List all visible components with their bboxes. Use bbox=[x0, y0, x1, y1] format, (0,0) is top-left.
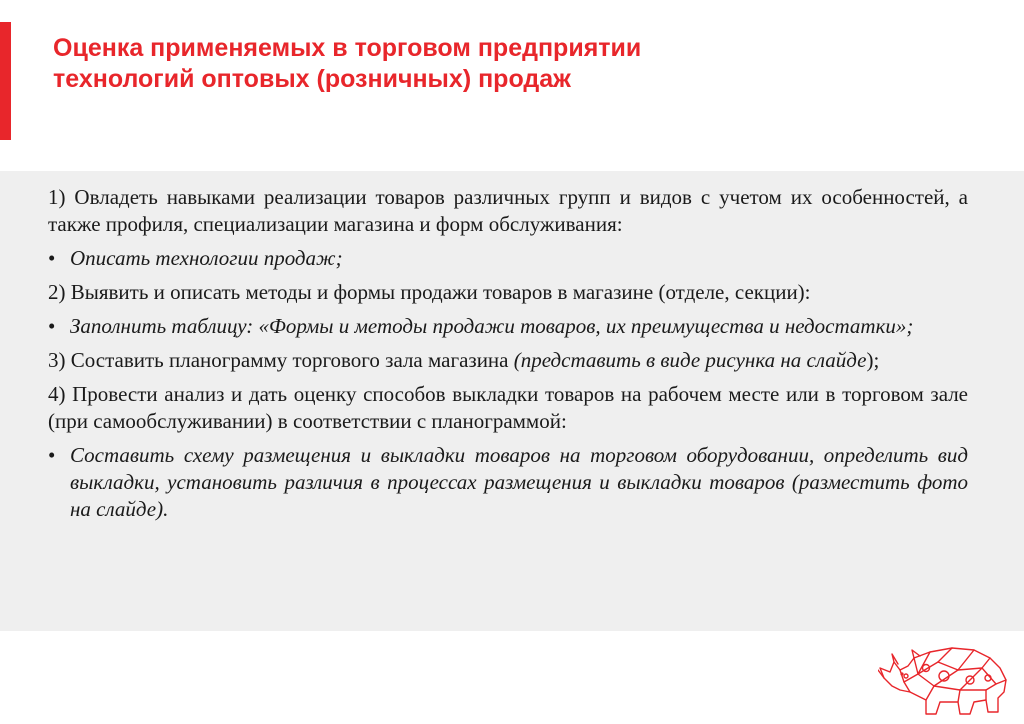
task-3-text: 3) Составить планограмму торгового зала магазина bbox=[48, 348, 514, 372]
page-title bbox=[53, 33, 953, 95]
accent-bar bbox=[0, 22, 11, 140]
task-4: 4) Провести анализ и дать оценку способов выкладки товаров на рабочем месте или в торговом зале (при самообслуживании) в соответствии с планограммой: bbox=[48, 382, 968, 433]
task-3 bbox=[48, 347, 968, 374]
task-3-end: ); bbox=[866, 348, 880, 372]
task-1: 1) Овладеть навыками реализации товаров различных групп и видов с учетом их особенностей, а также профиля, специализации магазина и форм обслуживания: bbox=[48, 185, 968, 236]
bullet-text: Описать технологии продаж; bbox=[70, 246, 343, 270]
task-1-bullet bbox=[48, 245, 968, 272]
task-4-bullet bbox=[48, 442, 968, 523]
bullet-text: Заполнить таблицу: «Формы и методы продажи товаров, их преимущества и недостатки»; bbox=[70, 314, 914, 338]
bullet-text: Составить схему размещения и выкладки товаров на торговом оборудовании, определить вид выкладки, установить различия в процессах размещения и выкладки товаров (разместить фото на слайде). bbox=[70, 443, 968, 521]
task-3-italic: (представить в виде рисунка на слайде bbox=[513, 348, 867, 372]
task-2-bullet bbox=[48, 313, 968, 340]
title-line-1: Оценка применяемых в торговом предприятии bbox=[53, 34, 642, 62]
title-line-2: технологий оптовых (розничных) продаж bbox=[53, 65, 571, 93]
bullet-symbol: • bbox=[48, 443, 56, 467]
bullet-symbol: • bbox=[48, 246, 56, 270]
content-panel bbox=[0, 171, 1024, 631]
task-2: 2) Выявить и описать методы и формы продажи товаров в магазине (отделе, секции): bbox=[48, 280, 811, 304]
bullet-symbol: • bbox=[48, 314, 56, 338]
task-list bbox=[48, 184, 968, 530]
rhino-logo-icon bbox=[878, 640, 1012, 718]
